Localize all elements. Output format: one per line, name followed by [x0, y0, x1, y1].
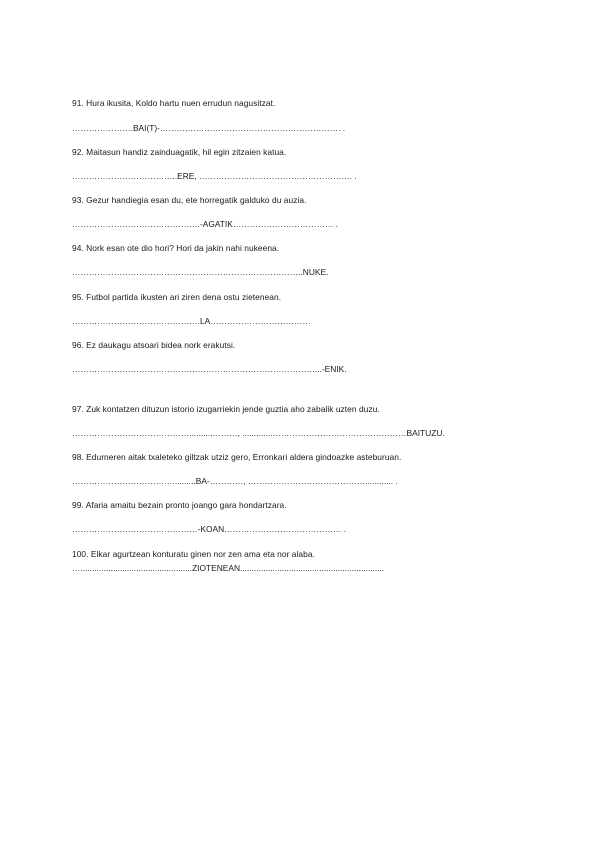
exercise-99-answer-line: ………………………………………-KOAN…………………………………… . — [72, 524, 347, 534]
exercise-91-sentence: 91. Hura ikusita, Koldo hartu nuen errudun nagusitzat. — [72, 98, 276, 108]
exercise-95-answer-line: ……………………………………….LA……………………………… — [72, 316, 311, 326]
exercise-94-answer-line: ………………………………………………………………………..NUKE. — [72, 267, 329, 277]
exercise-92-sentence: 92. Maitasun handiz zainduagatik, hil egin zitzaien katua. — [72, 147, 287, 157]
exercise-93-answer-line: ……………………………………….-AGATIK……………………………… . — [72, 219, 338, 229]
exercise-100-sentence: 100. Elkar agurtzean konturatu ginen nor zen ama eta nor alaba. — [72, 549, 315, 559]
exercise-91-answer-line: ………………….BAI(T)-………,………………………………………………. . — [72, 123, 346, 133]
exercise-100-answer-line: …................................................ZIOTENEAN.............................................................. — [72, 563, 385, 573]
exercise-92-answer-line: ………………………………..ERE, ………………………………………………. . — [72, 171, 357, 181]
exercise-96-answer-line: ……………………………………………………………………………...-ENIK. — [72, 364, 347, 374]
exercise-97-sentence: 97. Zuk kontatzen dituzun istorio izugarriekin jende guztia aho zabalik uzten duzu. — [72, 404, 380, 414]
exercise-96-sentence: 96. Ez daukagu atsoari bidea nork erakutsi. — [72, 340, 236, 350]
exercise-95-sentence: 95. Futbol partida ikusten ari ziren dena ostu zietenean. — [72, 292, 282, 302]
exercise-98-sentence: 98. Edurneren aitak txaleteko giltzak utziz gero, Erronkari aldera gindoazke asteburuan. — [72, 452, 402, 462]
exercise-98-answer-line: ………………………………..........BA-…………, ……………………………………............ . — [72, 476, 398, 486]
exercise-97-answer-line: ……………………………………..........………, .............…………………………………………BAITUZU. — [72, 428, 445, 438]
exercise-93-sentence: 93. Gezur handiegia esan du, ete horregatik galduko du auzia. — [72, 195, 307, 205]
exercise-99-sentence: 99. Afaria amaitu bezain pronto joango gara hondartzara. — [72, 500, 287, 510]
exercise-94-sentence: 94. Nork esan ote dio hori? Hori da jakin nahi nukeena. — [72, 243, 280, 253]
